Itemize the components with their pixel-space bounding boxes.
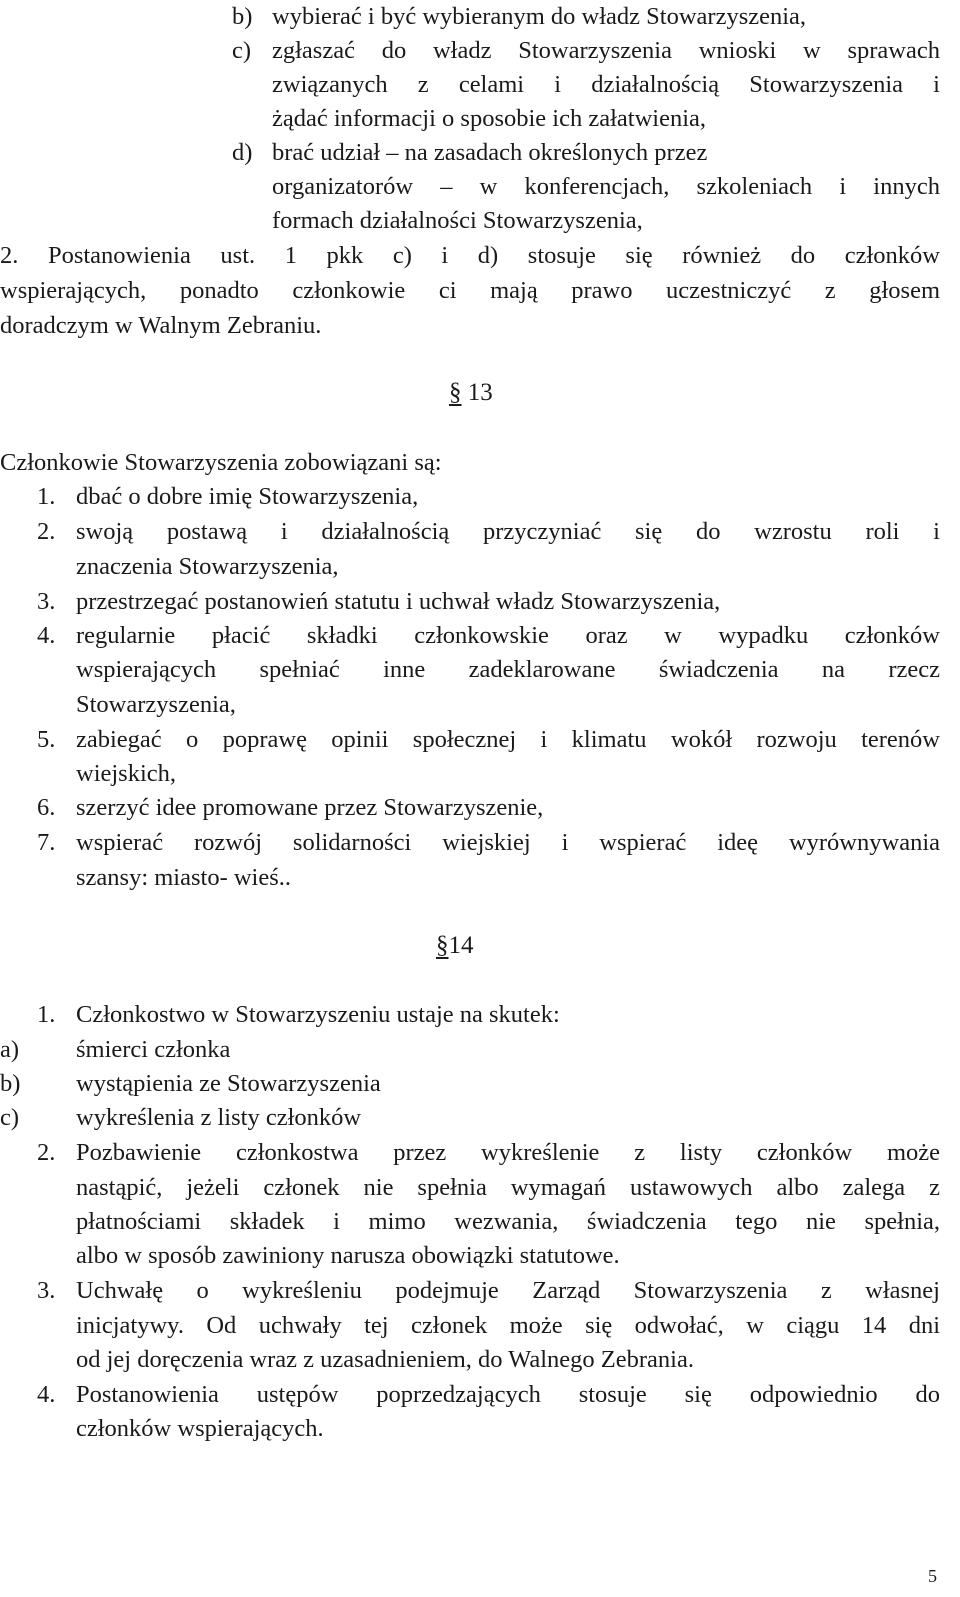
list-item-text: brać udział – na zasadach określonych przez xyxy=(272,139,708,166)
list-item-text: zabiegać o poprawę opinii społecznej i klimatu wokół rozwoju terenów xyxy=(76,726,940,753)
list-item-text: dbać o dobre imię Stowarzyszenia, xyxy=(76,483,419,510)
section-number: 13 xyxy=(467,379,493,406)
list-marker: c) xyxy=(0,1104,20,1131)
list-item-text: od jej doręczenia wraz z uzasadnieniem, do Walnego Zebrania. xyxy=(76,1346,694,1373)
list-item-text: płatnościami składek i mimo wezwania, świadczenia tego nie spełnia, xyxy=(76,1208,940,1235)
list-item-text: szansy: miasto- wieś.. xyxy=(76,864,292,891)
list-item-text: albo w sposób zawiniony narusza obowiązki statutowe. xyxy=(76,1242,620,1269)
page-number: 5 xyxy=(928,1566,937,1586)
list-item-text: Pozbawienie członkostwa przez wykreślenie z listy członków może xyxy=(76,1139,940,1166)
list-item-text: członków wspierających. xyxy=(76,1415,324,1442)
list-item-text: wspierających spełniać inne zadeklarowane świadczenia na rzecz xyxy=(76,656,940,683)
list-item-text: znaczenia Stowarzyszenia, xyxy=(76,553,339,580)
list-marker: 5. xyxy=(37,726,56,753)
list-marker: 6. xyxy=(37,794,56,821)
list-item-text: zgłaszać do władz Stowarzyszenia wnioski w sprawach xyxy=(272,37,940,64)
section-intro: Członkowie Stowarzyszenia zobowiązani są: xyxy=(0,449,442,476)
list-item-text: formach działalności Stowarzyszenia, xyxy=(272,207,643,234)
paragraph-line: wspierających, ponadto członkowie ci mają prawo uczestniczyć z głosem xyxy=(0,277,940,304)
section-symbol: § xyxy=(449,379,462,406)
list-item-text: wspierać rozwój solidarności wiejskiej i wspierać ideę wyrównywania xyxy=(76,829,940,856)
list-item-text: szerzyć idee promowane przez Stowarzyszenie, xyxy=(76,794,544,821)
list-marker: 7. xyxy=(37,829,56,856)
list-item-text: inicjatywy. Od uchwały tej członek może się odwołać, w ciągu 14 dni xyxy=(76,1312,940,1339)
paragraph-line: doradczym w Walnym Zebraniu. xyxy=(0,312,322,339)
list-marker: a) xyxy=(0,1036,20,1063)
list-marker: 3. xyxy=(37,588,56,615)
section-heading-14 xyxy=(436,929,474,963)
list-item-text: Członkostwo w Stowarzyszeniu ustaje na skutek: xyxy=(76,1001,560,1028)
list-marker: 1. xyxy=(37,483,56,510)
list-marker-b: b) xyxy=(232,3,253,30)
section-symbol: § xyxy=(436,932,449,959)
paragraph-line: 2. Postanowienia ust. 1 pkk c) i d) stosuje się również do członków xyxy=(0,242,940,269)
list-item-text: wybierać i być wybieranym do władz Stowarzyszenia, xyxy=(272,3,807,30)
list-item-text: organizatorów – w konferencjach, szkoleniach i innych xyxy=(272,173,940,200)
list-item-text: przestrzegać postanowień statutu i uchwał władz Stowarzyszenia, xyxy=(76,588,721,615)
list-item-text: Stowarzyszenia, xyxy=(76,691,236,718)
list-marker: 4. xyxy=(37,1381,56,1408)
list-marker-d: d) xyxy=(232,139,253,166)
list-item-text: wiejskich, xyxy=(76,760,177,787)
list-item-text: Uchwałę o wykreśleniu podejmuje Zarząd Stowarzyszenia z własnej xyxy=(76,1277,940,1304)
list-item-text: nastąpić, jeżeli członek nie spełnia wymagań ustawowych albo zalega z xyxy=(76,1174,940,1201)
list-marker: 2. xyxy=(37,1139,56,1166)
list-marker: b) xyxy=(0,1070,21,1097)
list-item-text: wykreślenia z listy członków xyxy=(76,1104,362,1131)
list-item-text: związanych z celami i działalnością Stowarzyszenia i xyxy=(272,71,940,98)
list-marker: 2. xyxy=(37,518,56,545)
list-marker-c: c) xyxy=(232,37,252,64)
section-number: 14 xyxy=(448,932,474,959)
list-marker: 3. xyxy=(37,1277,56,1304)
list-item-text: swoją postawą i działalnością przyczyniać się do wzrostu roli i xyxy=(76,518,940,545)
section-heading-13 xyxy=(449,376,493,410)
list-marker: 1. xyxy=(37,1001,56,1028)
list-item-text: wystąpienia ze Stowarzyszenia xyxy=(76,1070,381,1097)
list-marker: 4. xyxy=(37,622,56,649)
list-item-text: śmierci członka xyxy=(76,1036,231,1063)
list-item-text: żądać informacji o sposobie ich załatwienia, xyxy=(272,105,707,132)
list-item-text: Postanowienia ustępów poprzedzających stosuje się odpowiednio do xyxy=(76,1381,940,1408)
list-item-text: regularnie płacić składki członkowskie oraz w wypadku członków xyxy=(76,622,940,649)
